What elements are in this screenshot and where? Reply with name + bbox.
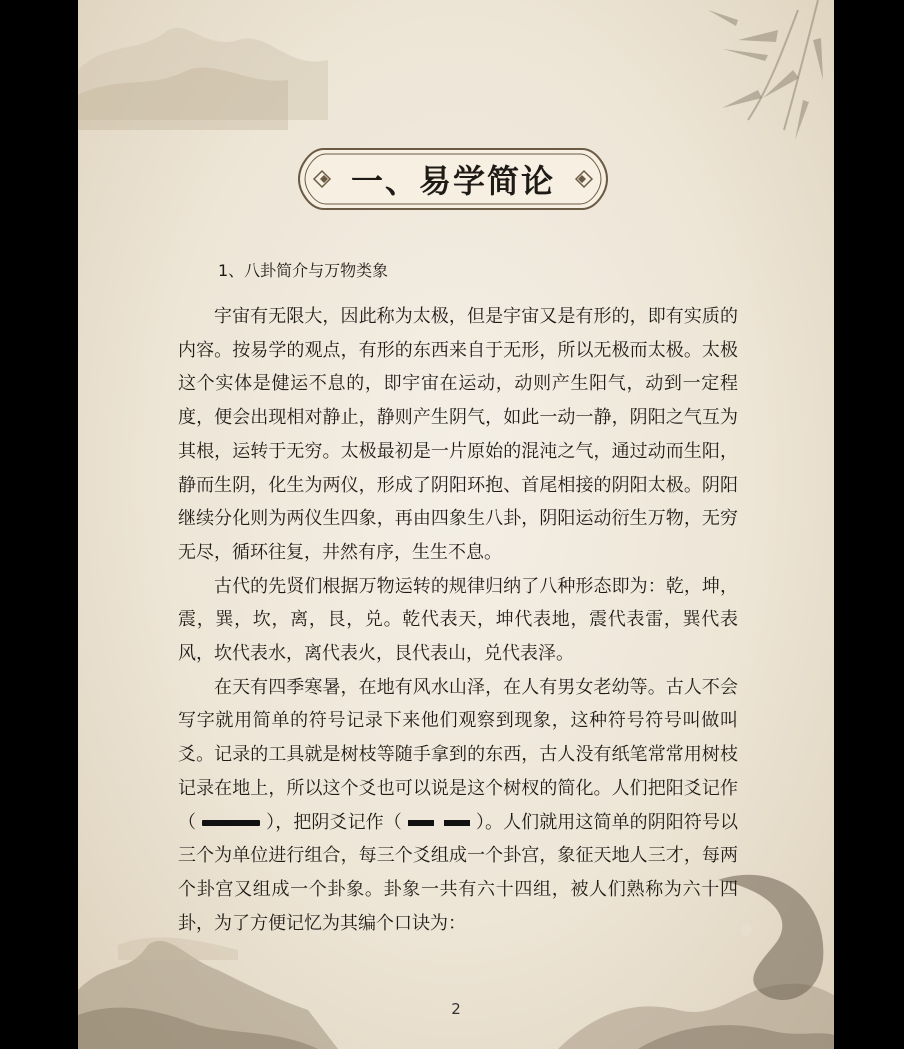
paragraph-taiji: 宇宙有无限大，因此称为太极，但是宇宙又是有形的，即有实质的内容。按易学的观点，有形的东西来自于无形，所以无极而太极。太极这个实体是健运不息的，即宇宙在运动，动则产生阳气，动到一定程度，便会出现相对静止，静则产生阴气，如此一动一静，阴阳之气互为其根，运转于无穷。太极最初是一片原始的混沌之气，通过动而生阳，静而生阴，化生为两仪，形成了阴阳环抱、首尾相接的阴阳太极。阴阳继续分化则为两仪生四象，再由四象生八卦，阴阳运动衍生万物，无穷无尽，循环往复，井然有序，生生不息。 [178, 306, 738, 563]
title-banner [296, 146, 610, 212]
page-number: 2 [451, 1000, 461, 1018]
yang-yao-symbol [202, 820, 260, 826]
document-page [78, 0, 834, 1049]
paragraph-yao-text-3: ）。人们就用这简单的阴阳符号以三个为单位进行组合，每三个爻组成一个卦宫，象征天地人三才，每两个卦宫又组成一个卦象。卦象一共有六十四组，被人们熟称为六十四卦，为了方便记忆为其编个口诀为： [178, 811, 739, 934]
paragraph-yao [178, 671, 738, 941]
page-title: 一、易学简论 [350, 162, 555, 200]
paragraph-yao-text-2: ），把阴爻记作（ [266, 811, 402, 833]
section-heading: 1、八卦简介与万物类象 [218, 261, 389, 280]
paragraph-bagua: 古代的先贤们根据万物运转的规律归纳了八种形态即为：乾，坤，震，巽，坎，离，艮，兑。乾代表天，坤代表地，震代表雷，巽代表风，坎代表水，离代表火，艮代表山，兑代表泽。 [178, 575, 738, 665]
body-text [178, 300, 738, 940]
yin-yao-symbol [408, 820, 470, 826]
paragraph-yao-text-1: 在天有四季寒暑，在地有风水山泽，在人有男女老幼等。古人不会写字就用简单的符号记录下来他们观察到现象，这种符号符号叫做叫爻。记录的工具就是树枝等随手拿到的东西，古人没有纸笔常常用树枝记录在地上，所以这个爻也可以说是这个树杈的简化。人们把阳爻记作（ [178, 676, 738, 833]
